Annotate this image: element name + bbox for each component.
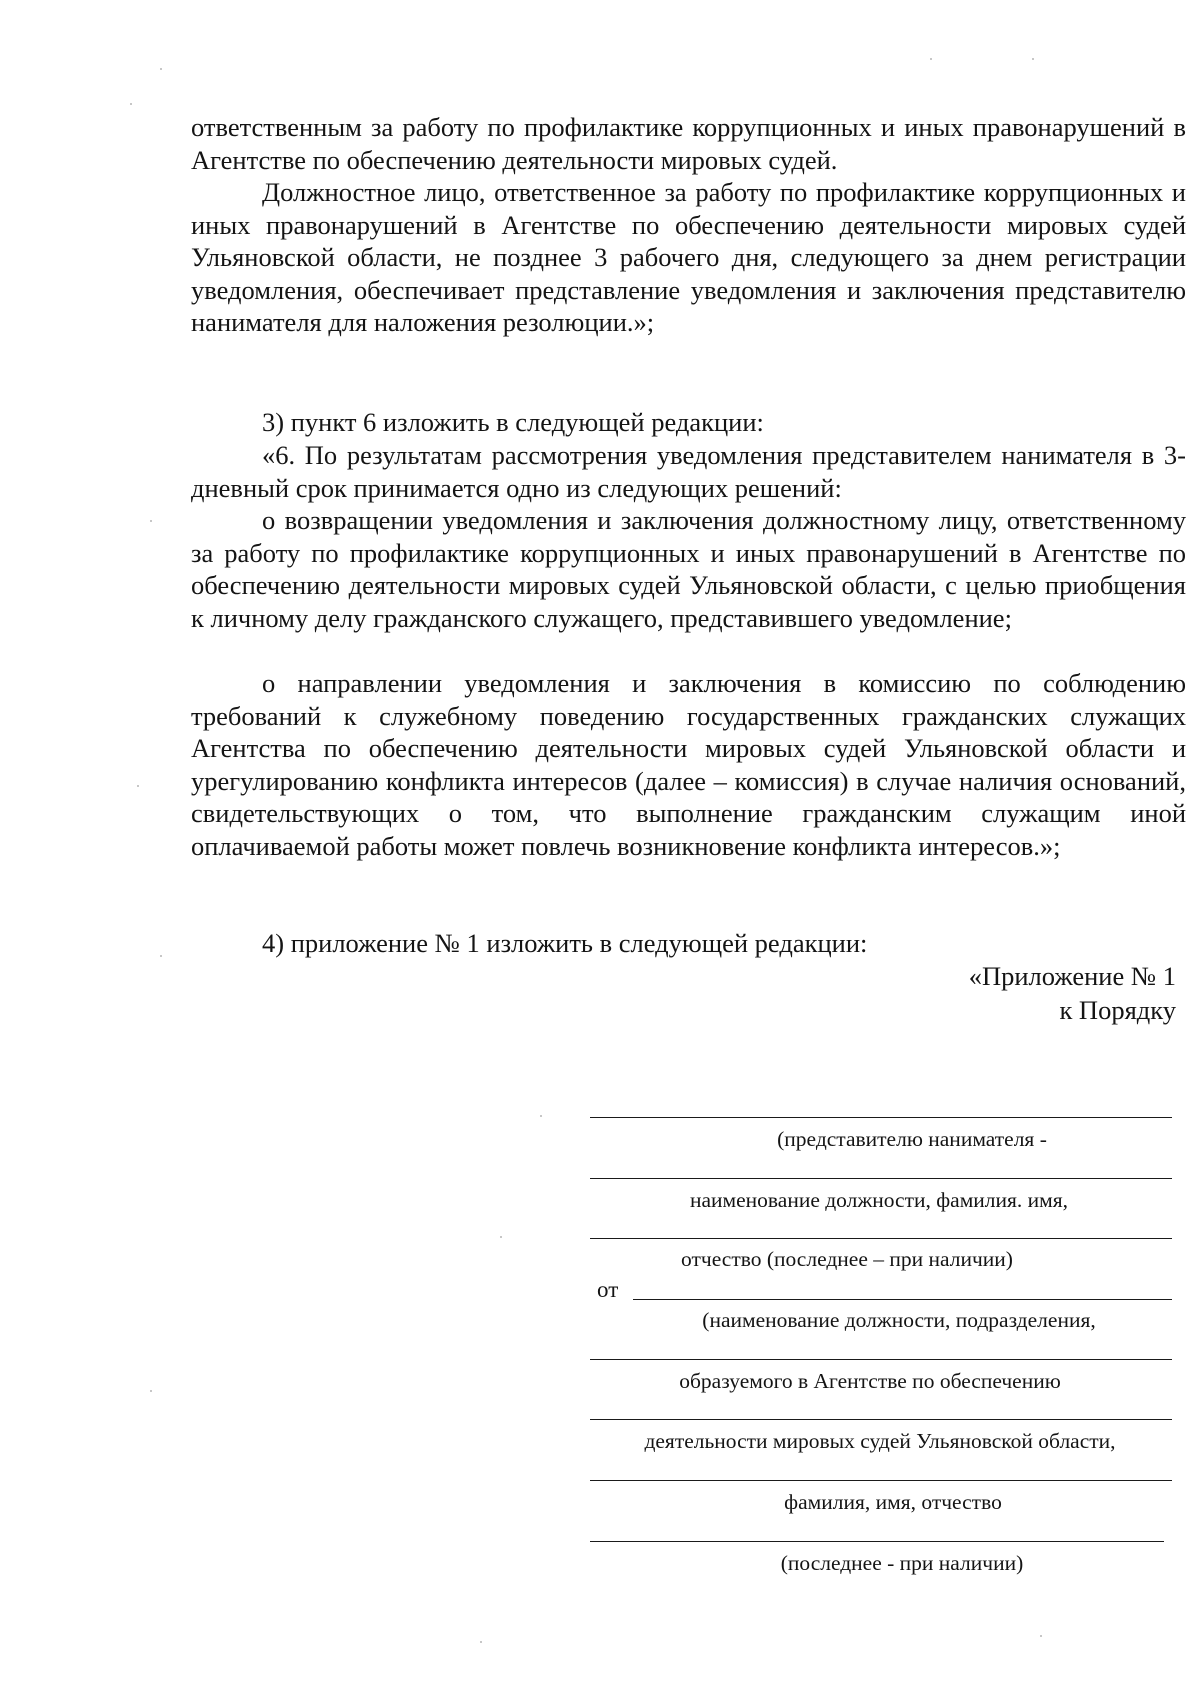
appendix-title: «Приложение № 1: [968, 961, 1176, 991]
scan-speck: [480, 1641, 482, 1643]
scan-speck: [930, 58, 932, 60]
appendix-subtitle: к Порядку: [1059, 995, 1176, 1025]
paragraph-item-3: 3) пункт 6 изложить в следующей редакции:: [262, 407, 764, 437]
scan-speck: [540, 1115, 542, 1117]
scan-speck: [150, 520, 152, 522]
form-caption-employer: (представителю нанимателя -: [777, 1127, 1047, 1151]
scan-speck: [160, 955, 162, 957]
form-caption-agency: образуемого в Агентстве по обеспечению: [679, 1369, 1061, 1393]
form-blank-line: [633, 1299, 1172, 1300]
scan-speck: [130, 103, 132, 105]
form-caption-patronymic: отчество (последнее – при наличии): [681, 1247, 1013, 1271]
scan-speck: [160, 68, 162, 70]
form-blank-line: [590, 1117, 1172, 1118]
form-caption-position: наименование должности, фамилия. имя,: [689, 1188, 1069, 1212]
paragraph-continuation: ответственным за работу по профилактике коррупционных и иных правонарушений в Агентстве по обеспечению деятельности мировых судей.: [191, 112, 1186, 175]
form-blank-line: [590, 1238, 1172, 1239]
form-from-label: от: [597, 1277, 619, 1302]
form-caption-subdivision: (наименование должности, подразделения,: [702, 1308, 1096, 1332]
paragraph-point-6: «6. По результатам рассмотрения уведомления представителем нанимателя в 3-дневный срок принимается одно из следующих решений:: [191, 440, 1186, 503]
form-caption-region: деятельности мировых судей Ульяновской области,: [644, 1429, 1116, 1453]
form-blank-line: [590, 1419, 1172, 1420]
paragraph-decision-commission: о направлении уведомления и заключения в комиссию по соблюдению требований к служебному поведению государственных гражданских служащих Агентства по обеспечению деятельности мировых судей Ульяновской области и урегулированию конфликта интересов (далее – комиссия) в случае наличия оснований, свидетельствующих о том, что выполнение гражданским служащим иной оплачиваемой работы может повлечь возникновение конфликта интересов.»;: [191, 668, 1186, 861]
scan-speck: [500, 1236, 502, 1238]
form-caption-if-any: (последнее - при наличии): [780, 1551, 1024, 1575]
paragraph-item-4: 4) приложение № 1 изложить в следующей редакции:: [262, 928, 868, 958]
form-blank-line: [590, 1178, 1172, 1179]
form-caption-full-name: фамилия, имя, отчество: [784, 1490, 1002, 1514]
form-blank-line: [590, 1480, 1172, 1481]
form-blank-line: [590, 1359, 1172, 1360]
paragraph-decision-return: о возвращении уведомления и заключения должностному лицу, ответственному за работу по профилактике коррупционных и иных правонарушений в Агентстве по обеспечению деятельности мировых судей Ульяновской области, с целью приобщения к личному делу гражданского служащего, представившего уведомление;: [191, 505, 1186, 633]
scan-speck: [150, 1390, 152, 1392]
scan-speck: [1040, 1635, 1042, 1637]
form-blank-line: [590, 1541, 1164, 1542]
paragraph-official-duty: Должностное лицо, ответственное за работу по профилактике коррупционных и иных правонарушений в Агентстве по обеспечению деятельности мировых судей Ульяновской области, не позднее 3 рабочего дня, следующего за днем регистрации уведомления, обеспечивает представление уведомления и заключения представителю нанимателя для наложения резолюции.»;: [191, 177, 1186, 337]
scan-speck: [1032, 58, 1034, 60]
scan-speck: [137, 785, 139, 787]
